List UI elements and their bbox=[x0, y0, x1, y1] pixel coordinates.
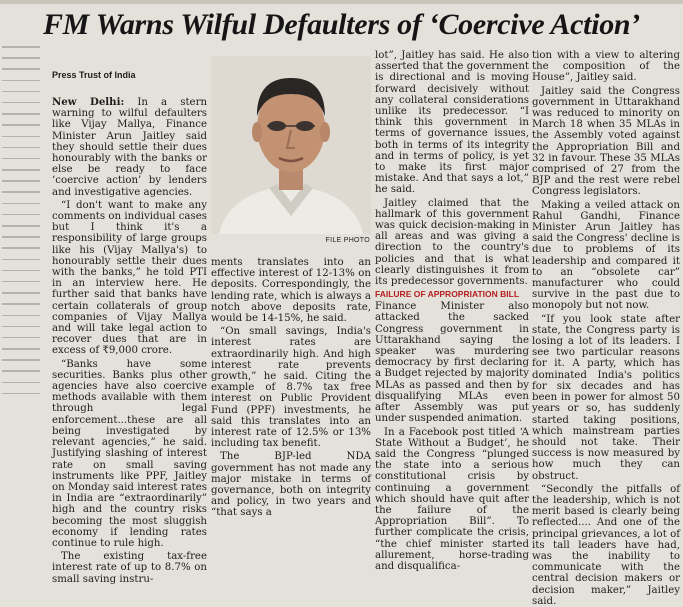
paragraph bbox=[52, 97, 207, 198]
photo-credit: FILE PHOTO bbox=[325, 237, 370, 244]
adjacent-article-edge bbox=[0, 0, 683, 4]
subheading: FAILURE OF APPROPRIATION BILL bbox=[375, 289, 520, 300]
paragraph: ments translates into an effective interest of 12-13% on deposits. Correspondingly, the lending rate, which is always a notch above deposits rate, would be 14-15%, he said. bbox=[211, 257, 371, 325]
article-column-4 bbox=[532, 50, 680, 607]
byline: Press Trust of India bbox=[52, 70, 136, 80]
article-column-3 bbox=[375, 50, 529, 572]
adjacent-column-edge bbox=[0, 46, 44, 411]
paragraph: Making a veiled attack on Rahul Gandhi, Finance Minister Arun Jaitley has said the Congress' decline is due to problems of its leadership and compared it to an “obsolete car” manufacturer who could survive in the past due to monopoly but not now. bbox=[532, 199, 680, 312]
paragraph: “Banks have some securities. Banks plus other agencies have also coercive methods available with them through legal enforcement...these are all being investigated by relevant agencies,” he said. Justifying slashing of interest rate on small saving instruments like PPF, Jaitley on Monday said interest rates in India are “extraordinarily” high and the country risks becoming the most sluggish economy if lending rates continue to rule high. bbox=[52, 358, 207, 549]
portrait-illustration bbox=[211, 56, 371, 234]
paragraph: The existing tax-free interest rate of up to 8.7% on small saving instru- bbox=[52, 551, 207, 585]
paragraph: tion with a view to altering the composition of the House”, Jaitley said. bbox=[532, 50, 680, 84]
paragraph: Jaitley said the Congress government in Uttarakhand was reduced to minority on March 18 when 35 MLAs in the Assembly voted against the Appropriation Bill and 32 in favour. These 35 MLAs comprised of 27 from the BJP and the rest were rebel Congress legislators. bbox=[532, 85, 680, 198]
paragraph: “If you look state after state, the Congress party is losing a lot of its leaders. I see two particular reasons for it. A party, which has dominated India's politics for six decades and has been in power for almost 50 years or so, has suddenly started taking positions, which mainstream parties should not take. Their success is now measured by how much they can obstruct. bbox=[532, 313, 680, 482]
photo-arun-jaitley bbox=[211, 56, 371, 234]
dateline: New Delhi: bbox=[52, 96, 125, 108]
paragraph: In a Facebook post titled ‘A State Without a Budget’, he said the Congress “plunged the state into a serious constitutional crisis by continuing a government which should have quit after the failure of the Appropriation Bill”. To further complicate the crisis, “the chief minister started allurement, horse-trading and disqualifica- bbox=[375, 426, 529, 572]
paragraph: Finance Minister also attacked the sacked Congress government in Uttarakhand saying the speaker was murdering democracy by first declaring a Budget rejected by majority MLAs as passed and then by disqualifying MLAs even after Assembly was put under suspended animation. bbox=[375, 301, 529, 425]
article-column-1 bbox=[52, 96, 207, 585]
paragraph: lot”, Jaitley has said. He also asserted that the government is directional and is moving forward decisively without any collateral considerations unlike its predecessor. “I think this government in terms of governance issues, both in terms of its integrity and in terms of policy, is yet to make its first major mistake. And that says a lot,” he said. bbox=[375, 50, 529, 196]
paragraph: Jaitley claimed that the hallmark of this government was quick decision-making in all areas and was giving a direction to the country's policies and that is what clearly distinguishes it from its predecessor governments. bbox=[375, 197, 529, 288]
headline: FM Warns Wilful Defaulters of ‘Coercive Action’ bbox=[42, 8, 641, 41]
paragraph: “I don't want to make any comments on individual cases but I think it's a responsibility of large groups like his (Vijay Mallya's) to honourably settle their dues with the banks,” he told PTI in an interview here. He further said that banks have certain collaterals of group companies of Vijay Mallya and will take legal action to recover dues that are in excess of ₹9,000 crore. bbox=[52, 199, 207, 357]
paragraph: “On small savings, India's interest rates are extraordinarily high. And high interest rate prevents growth,” he said. Citing the example of 8.7% tax free interest on Public Provident Fund (PPF) investments, he said this translates into an interest rate of 12.5% or 13% including tax benefit. bbox=[211, 326, 371, 450]
paragraph: The BJP-led NDA government has not made any major mistake in terms of governance, both on integrity and policy, in two years and “that says a bbox=[211, 451, 371, 519]
paragraph-text: In a stern warning to wilful defaulters like Vijay Mallya, Finance Minister Arun Jaitley said they should settle their dues honourably with the banks or else be ready to face ‘coercive action’ by lenders and investigative agencies. bbox=[52, 97, 207, 198]
paragraph: “Secondly the pitfalls of the leadership, which is not merit based is clearly being reflected.... And one of the principal grievances, a lot of its tall leaders have had, was the inability to communicate with the central decision makers or decision maker,” Jaitley said. bbox=[532, 483, 680, 607]
article-column-2 bbox=[211, 257, 371, 519]
